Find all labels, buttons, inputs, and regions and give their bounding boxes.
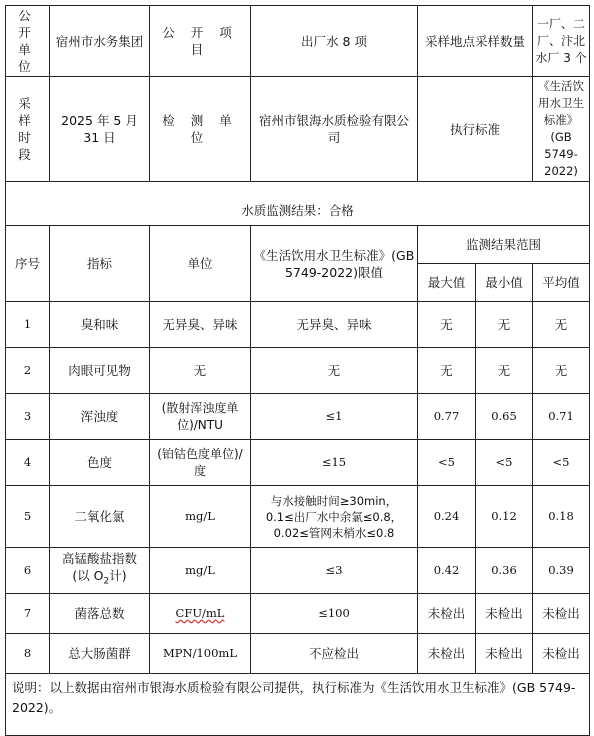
table-row (6, 348, 590, 394)
row-max: 0.77 (418, 394, 476, 440)
row-avg: 无 (533, 302, 590, 348)
row-unit: 无异臭、异味 (150, 302, 251, 348)
label-standard: 执行标准 (418, 77, 533, 182)
col-no: 序号 (6, 226, 50, 302)
value-project: 出厂水 8 项 (251, 6, 418, 77)
col-avg: 平均值 (533, 264, 590, 302)
row-limit: 无异臭、异味 (251, 302, 418, 348)
table-row (6, 486, 590, 548)
row-min: 0.12 (476, 486, 533, 548)
indicator-sub-post: 计) (109, 568, 127, 584)
row-avg: 无 (533, 348, 590, 394)
result-summary: 水质监测结果：合格 (6, 182, 590, 226)
row-indicator: 浑浊度 (50, 394, 150, 440)
label-testing-unit: 检 测 单 位 (150, 77, 251, 182)
row-max: 0.42 (418, 548, 476, 594)
row-unit: 无 (150, 348, 251, 394)
row-unit: mg/L (150, 548, 251, 594)
table-row (6, 440, 590, 486)
table-row (6, 634, 590, 674)
row-limit: 无 (251, 348, 418, 394)
col-unit: 单位 (150, 226, 251, 302)
water-quality-report (5, 5, 589, 736)
value-publisher: 宿州市水务集团 (50, 6, 150, 77)
table-row (6, 394, 590, 440)
row-indicator: 臭和味 (50, 302, 150, 348)
row-no: 5 (6, 486, 50, 548)
label-publisher: 公 开 单 位 (6, 6, 50, 77)
row-limit: ≤3 (251, 548, 418, 594)
unit-text: CFU/mL (175, 606, 225, 620)
limit-line: 与水接触时间≥30min， (270, 493, 398, 508)
row-unit: (铂钴色度单位)/度 (150, 440, 251, 486)
row-avg: 未检出 (533, 634, 590, 674)
row-avg: 0.18 (533, 486, 590, 548)
row-unit: mg/L (150, 486, 251, 548)
value-testing-unit: 宿州市银海水质检验有限公司 (251, 77, 418, 182)
row-limit: ≤100 (251, 594, 418, 634)
row-limit: 不应检出 (251, 634, 418, 674)
row-no: 7 (6, 594, 50, 634)
row-unit: (散射浑浊度单位)/NTU (150, 394, 251, 440)
report-table (5, 5, 590, 736)
row-max: 0.24 (418, 486, 476, 548)
row-min: 无 (476, 348, 533, 394)
row-min: 0.36 (476, 548, 533, 594)
value-sampling-period: 2025 年 5 月 31 日 (50, 77, 150, 182)
row-max: 无 (418, 348, 476, 394)
row-min: <5 (476, 440, 533, 486)
col-max: 最大值 (418, 264, 476, 302)
table-row (6, 594, 590, 634)
row-min: 0.65 (476, 394, 533, 440)
indicator-sub-pre: (以 O (72, 568, 104, 584)
row-min: 未检出 (476, 634, 533, 674)
report-note: 说明：以上数据由宿州市银海水质检验有限公司提供，执行标准为《生活饮用水卫生标准》(GB 5749-2022)。 (6, 674, 590, 736)
row-avg: 0.39 (533, 548, 590, 594)
row-max: 未检出 (418, 594, 476, 634)
indicator-sub (52, 567, 147, 591)
row-no: 8 (6, 634, 50, 674)
row-indicator: 肉眼可见物 (50, 348, 150, 394)
row-max: 无 (418, 302, 476, 348)
row-max: <5 (418, 440, 476, 486)
limit-line: 0.02≤管网末梢水≤0.8 (273, 525, 395, 540)
row-limit: ≤15 (251, 440, 418, 486)
label-project: 公 开 项 目 (150, 6, 251, 77)
row-avg: <5 (533, 440, 590, 486)
value-standard: 《生活饮用水卫生标准》(GB 5749-2022) (533, 77, 590, 182)
col-limit: 《生活饮用水卫生标准》(GB 5749-2022)限值 (251, 226, 418, 302)
row-no: 4 (6, 440, 50, 486)
col-range: 监测结果范围 (418, 226, 590, 264)
limit-line: 0.1≤出厂水中余氯≤0.8， (265, 509, 403, 524)
row-no: 2 (6, 348, 50, 394)
row-min: 未检出 (476, 594, 533, 634)
row-unit: MPN/100mL (150, 634, 251, 674)
indicator-main: 高锰酸盐指数 (61, 551, 137, 567)
col-indicator: 指标 (50, 226, 150, 302)
indicator-subscript: 2 (103, 576, 110, 587)
row-indicator: 二氧化氯 (50, 486, 150, 548)
row-avg: 未检出 (533, 594, 590, 634)
row-no: 1 (6, 302, 50, 348)
row-no: 3 (6, 394, 50, 440)
label-sampling-site: 采样地点采样数量 (418, 6, 533, 77)
row-unit (150, 594, 251, 634)
row-max: 未检出 (418, 634, 476, 674)
label-sampling-period: 采 样 时 段 (6, 77, 50, 182)
col-min: 最小值 (476, 264, 533, 302)
row-limit (251, 486, 418, 548)
row-avg: 0.71 (533, 394, 590, 440)
row-indicator: 总大肠菌群 (50, 634, 150, 674)
value-sampling-site: 一厂、二厂、汴北水厂 3 个 (533, 6, 590, 77)
row-no: 6 (6, 548, 50, 594)
row-min: 无 (476, 302, 533, 348)
table-row (6, 302, 590, 348)
row-limit: ≤1 (251, 394, 418, 440)
row-indicator: 色度 (50, 440, 150, 486)
row-indicator (50, 548, 150, 594)
row-indicator: 菌落总数 (50, 594, 150, 634)
table-row (6, 548, 590, 594)
